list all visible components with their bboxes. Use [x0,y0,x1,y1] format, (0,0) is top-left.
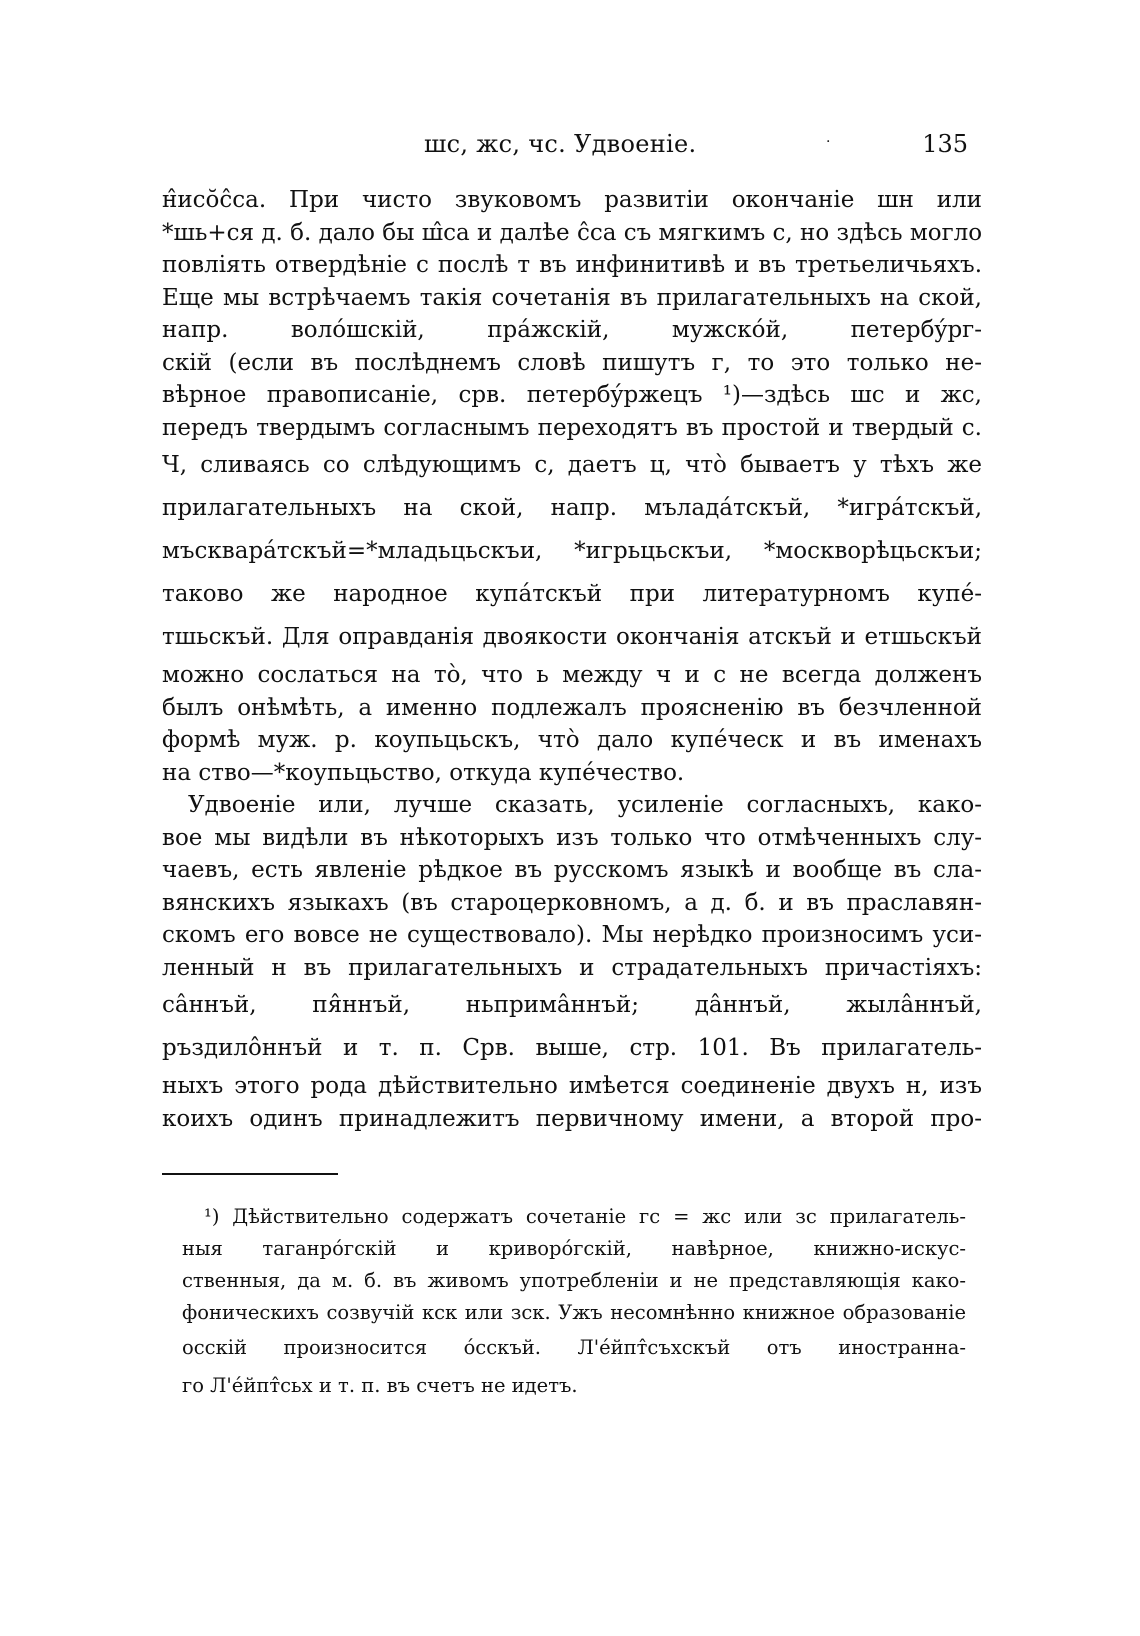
page-number: 135 [922,130,968,158]
text-line: скомъ его вовсе не существовало). Мы нерѣдко произносимъ уси- [162,922,982,948]
text-line: коихъ одинъ принадлежитъ первичному имени, а второй про- [162,1105,982,1132]
text-line: вянскихъ языкахъ (въ староцерковномъ, а д. б. и въ праславян- [162,889,982,916]
text-line: таково же народное купáтскъй при литературномъ купé- [162,581,982,607]
text-line: скій (если въ послѣднемъ словѣ пишутъ г, то это только не- [162,349,982,376]
footnote-line: осскій произносится óсскъй. Л'éйпт̂съхскъй отъ иностранна- [182,1336,966,1359]
text-line: можно сослаться на то̀, что ь между ч и с не всегда долженъ [162,662,982,688]
text-line: формѣ муж. р. коупьцьскъ, что̀ дало купéческ и въ именахъ [162,727,982,753]
footnote-line: ственныя, да м. б. въ живомъ употребленіи и не представляющія како- [182,1269,966,1292]
text-line: ръздило̂ннъй и т. п. Срв. выше, стр. 101. Въ прилагатель- [162,1035,982,1061]
footnote-line: фоническихъ созвучій кск или зск. Ужъ несомнѣнно книжное образованіе [182,1301,966,1324]
text-line: вѣрное правописаніе, срв. петербýржецъ ¹)—здѣсь шс и жс, [162,382,982,408]
text-line: былъ онѣмѣть, а именно подлежалъ проясненію въ безчленной [162,694,982,721]
text-line: са̂ннъй, пя̂ннъй, ньприма̂ннъй; да̂ннъй, жыла̂ннъй, [162,992,982,1018]
footnote-line: ныя таганрóгскій и криворóгскій, навѣрное, книжно-искус- [182,1237,966,1260]
text-line: вое мы видѣли въ нѣкоторыхъ изъ только что отмѣченныхъ слу- [162,824,982,851]
text-line: прилагательныхъ на ской, напр. мъладáтскъй, *игрáтскъй, [162,495,982,521]
footnote-divider [162,1173,338,1175]
main-text [162,184,982,1135]
paragraph-end-line: на ство—*коупьцьство, откуда купéчество. [162,759,685,786]
text-line: *шь+ся д. б. дало бы ш̂са и далѣе с̂са съ мягкимъ с, но здѣсь могло [162,219,983,246]
text-line: напр. волóшскій, прáжскій, мужскóй, петербýрг- [162,317,982,343]
text-line: Ч, сливаясь со слѣдующимъ с, даетъ ц, что̀ бываетъ у тѣхъ же [162,452,982,478]
text-line: ныхъ этого рода дѣйствительно имѣется соединеніе двухъ н, изъ [162,1073,982,1099]
footnote-line: ¹) Дѣйствительно содержатъ сочетаніе гс = жс или зс прилагатель- [204,1205,966,1228]
footnote-block [162,1201,982,1405]
text-line: н̂исо̆с̂са. При чисто звуковомъ развитіи окончаніе шн или [162,187,982,213]
text-line: ленный н въ прилагательныхъ и страдательныхъ причастіяхъ: [162,954,982,981]
text-line: повліять отвердѣніе с послѣ т въ инфинитивѣ и въ третьеличьяхъ. [162,252,982,278]
dot-mark: · [826,134,831,150]
text-line: мъскварáтскъй=*младьцьскъи, *игрьцьскъи, *москворѣцьскъи; [162,538,982,564]
book-page [162,128,982,1405]
footnote-line: го Л'éйпт̂сьх и т. п. въ счетъ не идетъ. [182,1374,578,1397]
text-line: Еще мы встрѣчаемъ такія сочетанія въ прилагательныхъ на ской, [162,284,982,311]
text-line: чаевъ, есть явленіе рѣдкое въ русскомъ языкѣ и вообще въ сла- [162,857,982,883]
running-header [162,128,982,168]
text-line: передъ твердымъ согласнымъ переходятъ въ простой и твердый с. [162,414,982,441]
running-title: шс, жс, чс. Удвоеніе. [424,130,697,158]
paragraph-start-line: Удвоеніе или, лучше сказать, усиленіе согласныхъ, како- [188,792,982,818]
text-line: тшьскъй. Для оправданія двоякости окончанія атскъй и етшьскъй [162,624,982,650]
